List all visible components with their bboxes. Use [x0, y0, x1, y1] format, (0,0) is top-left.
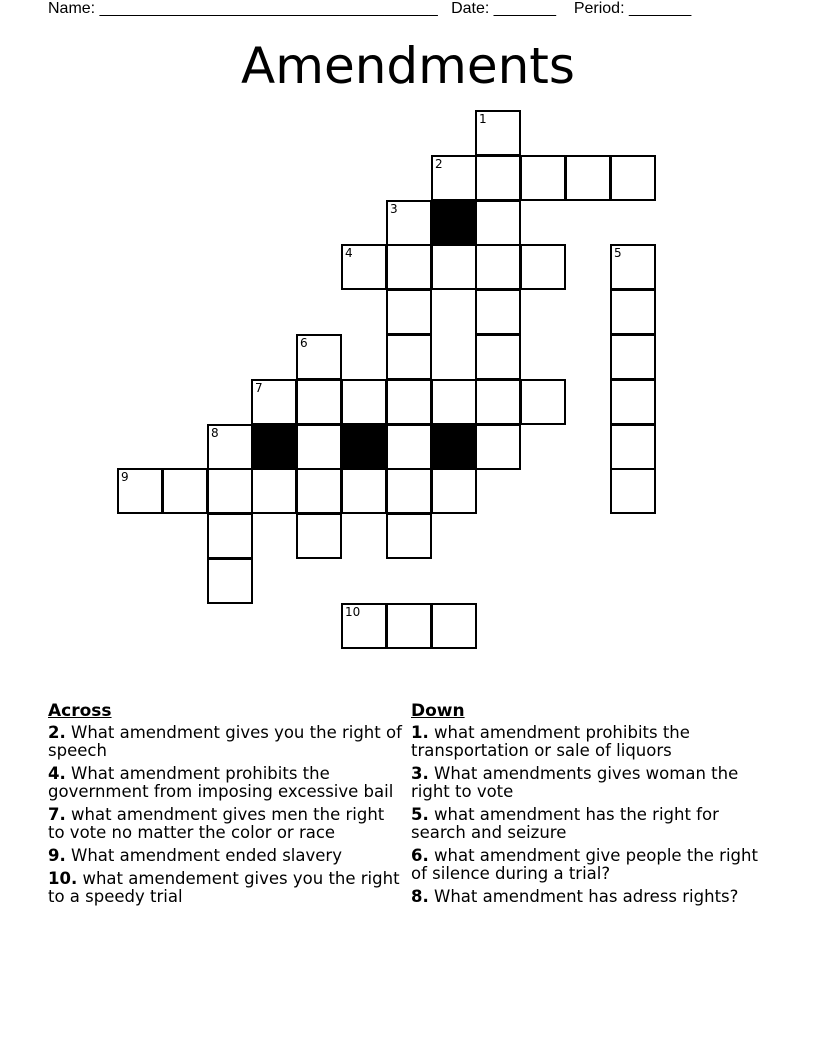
grid-cell[interactable]: [386, 513, 432, 559]
grid-cell[interactable]: [475, 110, 521, 156]
grid-cell[interactable]: [207, 558, 253, 604]
across-heading: Across: [48, 701, 112, 721]
grid-cell[interactable]: [520, 244, 566, 290]
clue-text: what amendment has the right for search and seizure: [411, 805, 719, 842]
grid-cell[interactable]: [610, 379, 656, 425]
grid-cell[interactable]: [610, 334, 656, 380]
clue-text: What amendment gives you the right of speech: [48, 723, 402, 760]
grid-block: [431, 424, 477, 470]
grid-cell[interactable]: [251, 468, 297, 514]
clue-number: 2: [435, 157, 443, 171]
grid-cell[interactable]: [386, 468, 432, 514]
grid-cell[interactable]: [475, 244, 521, 290]
across-clue: [48, 765, 404, 801]
clue-number: 10: [345, 605, 361, 619]
clue-number-label: 2.: [48, 723, 66, 742]
clue-text: What amendment has adress rights?: [434, 887, 739, 906]
across-clue-list: [48, 724, 404, 906]
down-clue: [411, 847, 771, 883]
period-field-label[interactable]: Period: _______: [573, 0, 692, 17]
down-clue: [411, 888, 771, 906]
grid-cell[interactable]: [207, 468, 253, 514]
across-clue: [48, 847, 404, 865]
grid-cell[interactable]: [341, 468, 387, 514]
clue-number: 9: [121, 470, 129, 484]
grid-block: [431, 200, 477, 246]
across-clue: [48, 870, 404, 906]
grid-cell[interactable]: [386, 603, 432, 649]
grid-cell[interactable]: [475, 424, 521, 470]
grid-block: [251, 424, 297, 470]
grid-cell[interactable]: [475, 155, 521, 201]
clue-number: 1: [479, 112, 487, 126]
grid-cell[interactable]: [610, 468, 656, 514]
grid-cell[interactable]: [431, 155, 477, 201]
grid-cell[interactable]: [386, 289, 432, 335]
grid-cell[interactable]: [610, 155, 656, 201]
grid-cell[interactable]: [162, 468, 208, 514]
grid-cell[interactable]: [386, 244, 432, 290]
down-clues: [411, 702, 771, 911]
page-title: Amendments: [241, 37, 575, 95]
grid-cell[interactable]: [520, 379, 566, 425]
grid-cell[interactable]: [341, 603, 387, 649]
down-clue: [411, 806, 771, 842]
across-clues: [48, 702, 404, 911]
grid-cell[interactable]: [431, 244, 477, 290]
clue-number: 8: [211, 426, 219, 440]
name-field-label[interactable]: Name: ______________________________________: [48, 0, 438, 17]
grid-cell[interactable]: [386, 424, 432, 470]
grid-cell[interactable]: [207, 424, 253, 470]
clue-number: 7: [255, 381, 263, 395]
grid-cell[interactable]: [341, 379, 387, 425]
clue-number-label: 9.: [48, 846, 66, 865]
grid-cell[interactable]: [431, 603, 477, 649]
grid-cell[interactable]: [117, 468, 163, 514]
grid-cell[interactable]: [610, 289, 656, 335]
clue-text: What amendments gives woman the right to vote: [411, 764, 739, 801]
down-heading: Down: [411, 701, 465, 721]
clue-number: 6: [300, 336, 308, 350]
clue-number-label: 7.: [48, 805, 66, 824]
clue-number-label: 4.: [48, 764, 66, 783]
grid-cell[interactable]: [251, 379, 297, 425]
grid-cell[interactable]: [475, 379, 521, 425]
clue-number-label: 3.: [411, 764, 429, 783]
clue-number-label: 6.: [411, 846, 429, 865]
clue-number-label: 8.: [411, 887, 429, 906]
clue-text: What amendment prohibits the government from imposing excessive bail: [48, 764, 394, 801]
grid-cell[interactable]: [520, 155, 566, 201]
grid-cell[interactable]: [296, 513, 342, 559]
clue-number-label: 1.: [411, 723, 429, 742]
clue-number: 5: [614, 246, 622, 260]
grid-cell[interactable]: [386, 379, 432, 425]
clue-text: what amendement gives you the right to a speedy trial: [48, 869, 400, 906]
clue-number: 3: [390, 202, 398, 216]
grid-cell[interactable]: [431, 468, 477, 514]
grid-cell[interactable]: [386, 200, 432, 246]
down-clue-list: [411, 724, 771, 906]
grid-cell[interactable]: [565, 155, 611, 201]
grid-cell[interactable]: [431, 379, 477, 425]
grid-cell[interactable]: [475, 200, 521, 246]
down-clue: [411, 765, 771, 801]
down-clue: [411, 724, 771, 760]
grid-cell[interactable]: [475, 289, 521, 335]
across-clue: [48, 806, 404, 842]
grid-cell[interactable]: [475, 334, 521, 380]
grid-cell[interactable]: [207, 513, 253, 559]
clue-text: what amendment give people the right of silence during a trial?: [411, 846, 758, 883]
clue-number-label: 10.: [48, 869, 78, 888]
clue-number-label: 5.: [411, 805, 429, 824]
clue-number: 4: [345, 246, 353, 260]
grid-cell[interactable]: [296, 468, 342, 514]
grid-cell[interactable]: [610, 244, 656, 290]
across-clue: [48, 724, 404, 760]
grid-cell[interactable]: [341, 244, 387, 290]
clue-text: What amendment ended slavery: [71, 846, 342, 865]
grid-cell[interactable]: [296, 379, 342, 425]
grid-cell[interactable]: [296, 334, 342, 380]
grid-cell[interactable]: [296, 424, 342, 470]
date-field-label[interactable]: Date: _______: [451, 0, 557, 17]
clue-text: what amendment gives men the right to vote no matter the color or race: [48, 805, 385, 842]
grid-cell[interactable]: [610, 424, 656, 470]
grid-block: [341, 424, 387, 470]
grid-cell[interactable]: [386, 334, 432, 380]
clue-text: what amendment prohibits the transportation or sale of liquors: [411, 723, 690, 760]
